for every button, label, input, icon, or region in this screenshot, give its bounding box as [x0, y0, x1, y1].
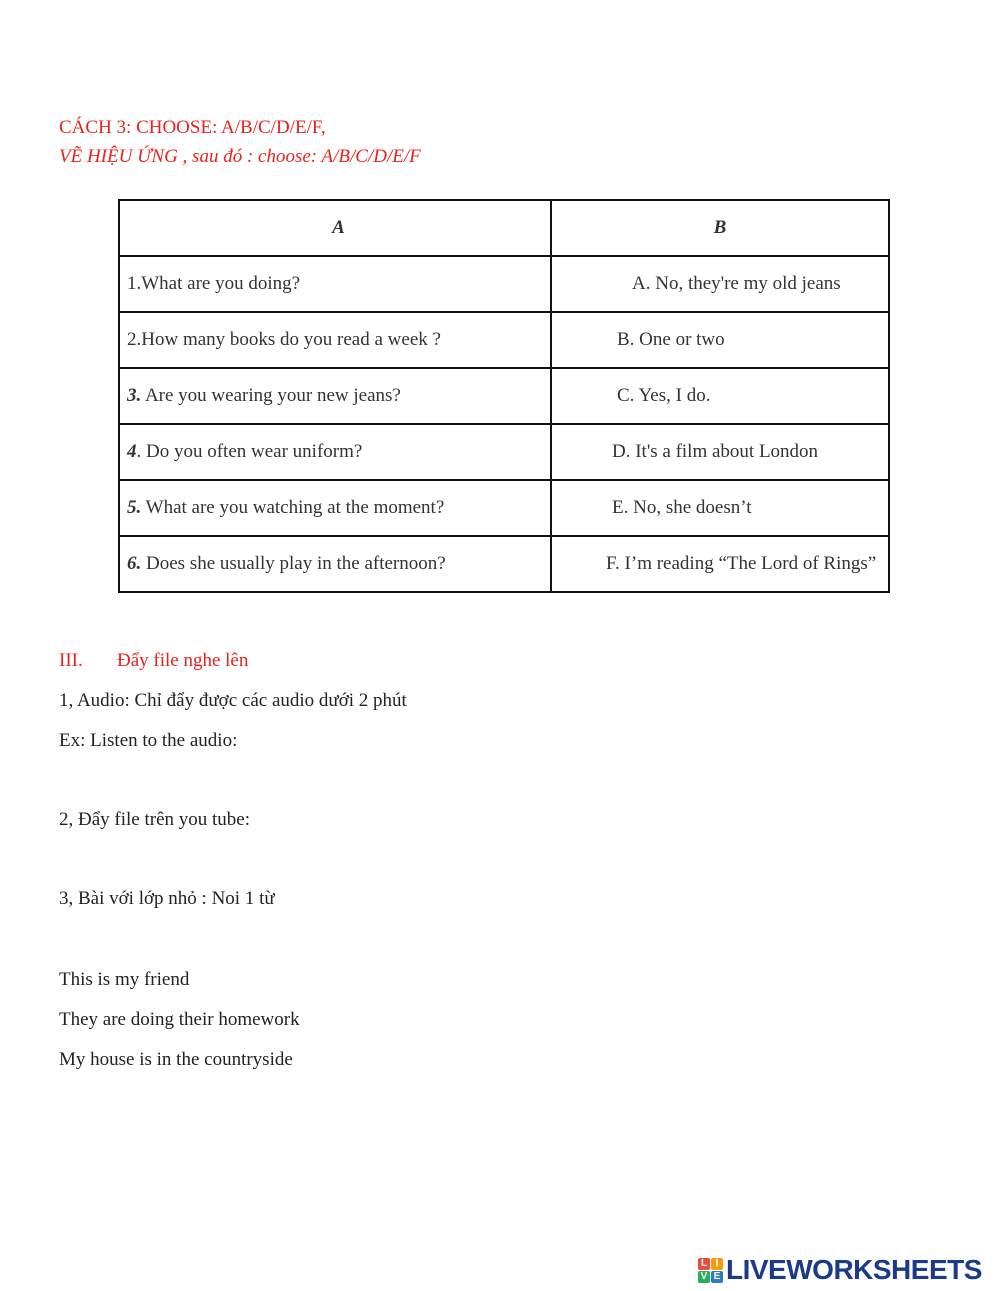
question-text: Are you wearing your new jeans?	[141, 385, 401, 406]
column-b-header: B	[551, 200, 889, 256]
question-cell	[119, 368, 551, 424]
question-text: What are you doing?	[141, 273, 301, 294]
audio-example: Ex: Listen to the audio:	[59, 730, 238, 751]
table-row	[119, 424, 889, 480]
table-row	[119, 312, 889, 368]
answer-cell[interactable]	[551, 424, 889, 480]
answer-cell[interactable]	[551, 312, 889, 368]
table-row	[119, 256, 889, 312]
question-number: 6.	[127, 553, 142, 574]
answer-text: E. No, she doesn’t	[612, 497, 752, 518]
youtube-note: 2, Đẩy file trên you tube:	[59, 809, 251, 830]
sentence-3: My house is in the countryside	[59, 1049, 293, 1070]
table-row	[119, 368, 889, 424]
answer-text: C. Yes, I do.	[617, 385, 711, 406]
table-header-row	[119, 200, 889, 256]
sentence-2: They are doing their homework	[59, 1009, 300, 1030]
heading-line-1: CÁCH 3: CHOOSE: A/B/C/D/E/F,	[59, 117, 326, 138]
matching-table	[118, 199, 890, 593]
question-text: What are you watching at the moment?	[141, 497, 445, 518]
question-number: 2.	[127, 329, 142, 350]
answer-cell[interactable]	[551, 256, 889, 312]
question-cell	[119, 536, 551, 592]
answer-cell[interactable]	[551, 480, 889, 536]
section-3-number: III.	[59, 650, 83, 671]
question-number: 1.	[127, 273, 142, 294]
audio-note: 1, Audio: Chỉ đẩy được các audio dưới 2 phút	[59, 690, 407, 711]
answer-cell[interactable]	[551, 368, 889, 424]
question-number: 5.	[127, 497, 142, 518]
section-3-title: Đẩy file nghe lên	[117, 650, 249, 671]
question-number: 4	[127, 441, 137, 462]
answer-text: B. One or two	[617, 329, 725, 350]
liveworksheets-logo-text: LIVEWORKSHEETS	[726, 1254, 982, 1285]
question-cell	[119, 480, 551, 536]
question-text: Does she usually play in the afternoon?	[141, 553, 446, 574]
question-cell	[119, 256, 551, 312]
sentence-1: This is my friend	[59, 969, 190, 990]
small-class-note: 3, Bài với lớp nhỏ : Noi 1 từ	[59, 888, 275, 909]
column-a-header: A	[119, 200, 551, 256]
question-cell	[119, 424, 551, 480]
liveworksheets-logo-icon: L I V E	[698, 1258, 723, 1283]
liveworksheets-logo	[698, 1254, 982, 1286]
section-3-heading	[59, 650, 248, 672]
answer-text: A. No, they're my old jeans	[632, 273, 841, 294]
question-cell	[119, 312, 551, 368]
heading-line-2: VẼ HIỆU ỨNG , sau đó : choose: A/B/C/D/E/F	[59, 146, 421, 167]
answer-text: F. I’m reading “The Lord of Rings”	[606, 553, 877, 574]
table-row	[119, 536, 889, 592]
table-row	[119, 480, 889, 536]
question-text: How many books do you read a week ?	[141, 329, 441, 350]
question-text: . Do you often wear uniform?	[136, 441, 363, 462]
answer-text: D. It's a film about London	[612, 441, 819, 462]
answer-cell[interactable]	[551, 536, 889, 592]
question-number: 3.	[127, 385, 142, 406]
